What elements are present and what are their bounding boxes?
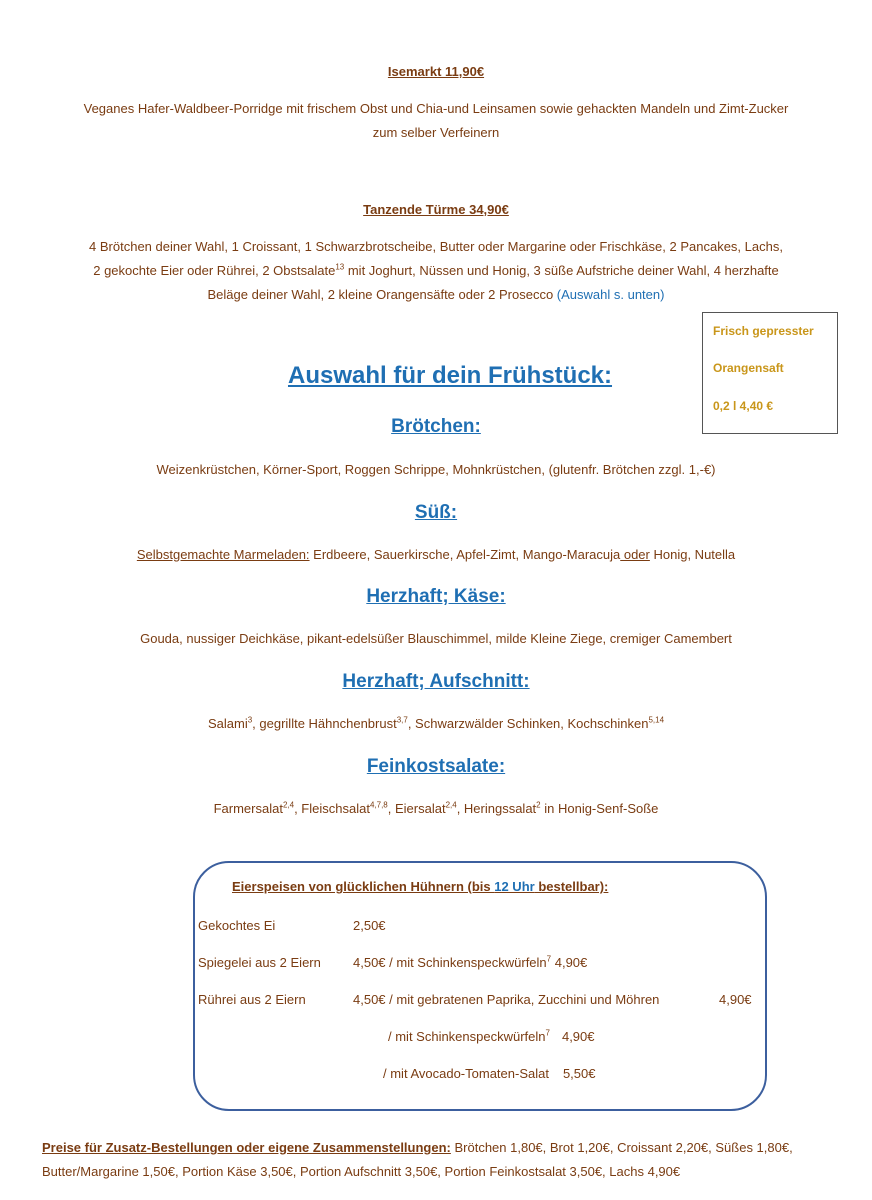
egg-row-3-price-b: 4,90€ <box>719 992 752 1007</box>
orange-juice-line2: Orangensaft <box>713 361 784 375</box>
egg-row-3-price-a: 4,50€ / mit gebratenen Paprika, Zucchini und Möhren <box>353 992 660 1007</box>
isemarkt-desc-line2: zum selber Verfeinern <box>372 125 500 140</box>
egg-row-4-a: / mit Schinkenspeckwürfeln <box>388 1029 546 1044</box>
egg-row-2-price-a: 4,50€ / mit Schinkenspeckwürfeln <box>353 955 547 970</box>
zusatz-line1 <box>42 1136 872 1160</box>
tanzende-line1: 4 Brötchen deiner Wahl, 1 Croissant, 1 Schwarzbrotscheibe, Butter oder Margarine oder Frischkäse, 2 Pancakes, Lachs, <box>89 239 783 254</box>
tanzende-line2-b: mit Joghurt, Nüssen und Honig, 3 süße Aufstriche deiner Wahl, 4 herzhafte <box>344 263 779 278</box>
broetchen-text: Weizenkrüstchen, Körner-Sport, Roggen Schrippe, Mohnkrüstchen, (glutenfr. Brötchen zzgl. 1,-€) <box>156 462 716 477</box>
allergen-sup: 3,7 <box>396 715 408 725</box>
allergen-sup: 2,4 <box>282 800 295 810</box>
marmeladen-label: Selbstgemachte Marmeladen: <box>136 547 310 562</box>
aufschnitt-item: , gegrillte Hähnchenbrust <box>252 716 397 731</box>
auswahl-link: (Auswahl s. unten) <box>556 287 665 302</box>
suess-text-b: Honig, Nutella <box>649 547 736 562</box>
tanzende-line3-a: Beläge deiner Wahl, 2 kleine Orangensäfte oder 2 Prosecco <box>207 287 557 302</box>
egg-row-3-name: Rührei aus 2 Eiern <box>198 992 306 1007</box>
egg-row-5 <box>383 1066 596 1081</box>
suess-oder: oder <box>620 547 650 562</box>
isemarkt-title: Isemarkt 11,90€ <box>387 64 485 79</box>
tanzende-line2 <box>0 259 872 283</box>
orange-juice-line1: Frisch gepresster <box>713 324 814 338</box>
zusatz-prices <box>42 1136 872 1184</box>
broetchen-heading: Brötchen: <box>391 416 481 437</box>
zusatz-text1: Brötchen 1,80€, Brot 1,20€, Croissant 2,20€, Süßes 1,80€, <box>450 1140 793 1155</box>
suess-heading: Süß: <box>414 502 458 523</box>
aufschnitt-item: , Schwarzwälder Schinken, Kochschinken <box>407 716 649 731</box>
feinkost-item: in Honig-Senf-Soße <box>540 801 659 816</box>
feinkost-item: , Fleischsalat <box>294 801 370 816</box>
zusatz-label: Preise für Zusatz-Bestellungen oder eigene Zusammenstellungen: <box>42 1140 451 1155</box>
allergen-sup: 5,14 <box>648 715 665 725</box>
eierspeisen-box <box>193 861 767 1111</box>
egg-row-2-price-b: 4,90€ <box>551 955 588 970</box>
egg-row-4 <box>388 1029 595 1044</box>
isemarkt-description <box>0 97 872 145</box>
orange-juice-price: 0,2 l 4,40 € <box>713 399 774 413</box>
egg-row-2-price <box>353 955 587 970</box>
eierspeisen-title-b: bestellbar): <box>534 879 609 894</box>
egg-row-4-price: 4,90€ <box>561 1029 595 1044</box>
feinkost-item: , Eiersalat <box>387 801 446 816</box>
feinkost-item: , Heringssalat <box>456 801 537 816</box>
kaese-heading: Herzhaft; Käse: <box>366 586 506 607</box>
feinkost-heading: Feinkostsalate: <box>366 756 506 777</box>
egg-row-5-price: 5,50€ <box>562 1066 596 1081</box>
egg-row-1-name: Gekochtes Ei <box>198 918 276 933</box>
eierspeisen-time: 12 Uhr <box>494 879 535 894</box>
tanzende-line2-sup: 13 <box>335 262 345 272</box>
egg-row-1-price: 2,50€ <box>353 918 386 933</box>
tanzende-description <box>0 235 872 307</box>
allergen-sup: 2,4 <box>445 800 457 810</box>
kaese-text: Gouda, nussiger Deichkäse, pikant-edelsüßer Blauschimmel, milde Kleine Ziege, cremiger Camembert <box>140 631 732 646</box>
eierspeisen-title-a: Eierspeisen von glücklichen Hühnern (bis <box>232 879 495 894</box>
egg-row-2-name: Spiegelei aus 2 Eiern <box>198 955 321 970</box>
allergen-sup: 7 <box>545 1028 550 1038</box>
allergen-sup: 3 <box>247 715 253 725</box>
tanzende-title: Tanzende Türme 34,90€ <box>363 202 509 217</box>
aufschnitt-heading: Herzhaft; Aufschnitt: <box>342 671 530 692</box>
egg-row-5-a: / mit Avocado-Tomaten-Salat <box>383 1066 549 1081</box>
allergen-sup: 2 <box>536 800 541 810</box>
eierspeisen-title <box>232 879 608 894</box>
feinkost-item: Farmersalat <box>213 801 283 816</box>
aufschnitt-text <box>0 716 872 731</box>
suess-text-a: Erdbeere, Sauerkirsche, Apfel-Zimt, Mango-Maracuja <box>309 547 621 562</box>
tanzende-line3 <box>0 283 872 307</box>
tanzende-line2-a: 2 gekochte Eier oder Rührei, 2 Obstsalate <box>93 263 336 278</box>
zusatz-line2: Butter/Margarine 1,50€, Portion Käse 3,50€, Portion Aufschnitt 3,50€, Portion Feinkostsalat 3,50€, Lachs 4,90€ <box>42 1164 681 1179</box>
feinkost-text <box>0 801 872 816</box>
auswahl-heading: Auswahl für dein Frühstück: <box>287 362 613 389</box>
allergen-sup: 7 <box>546 954 552 964</box>
allergen-sup: 4,7,8 <box>369 800 388 810</box>
isemarkt-desc-line1: Veganes Hafer-Waldbeer-Porridge mit frischem Obst und Chia-und Leinsamen sowie gehackten Mandeln und Zimt-Zucker <box>83 101 789 116</box>
aufschnitt-item: Salami <box>207 716 248 731</box>
suess-text <box>0 547 872 562</box>
